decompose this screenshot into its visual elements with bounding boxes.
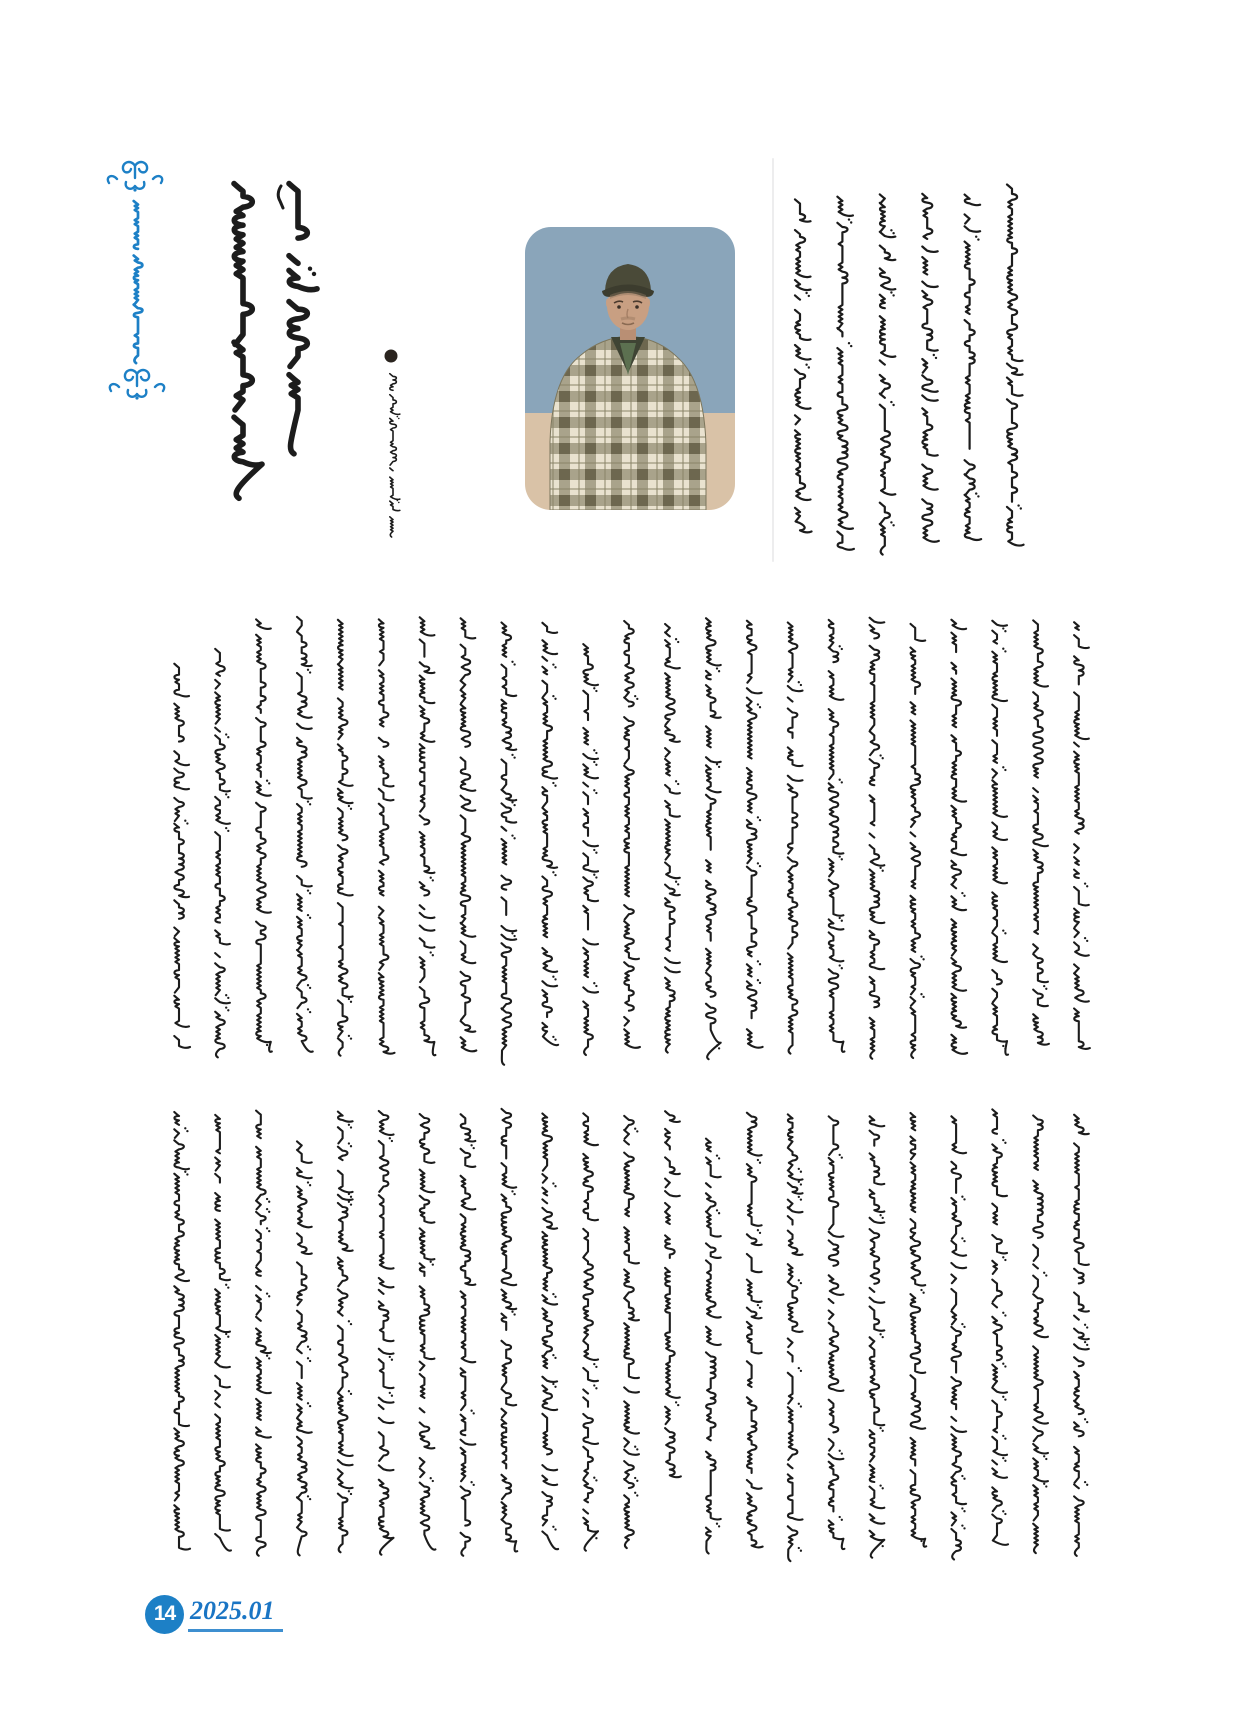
issue-underline bbox=[188, 1629, 283, 1632]
masthead-ornament-bottom-icon bbox=[110, 370, 164, 400]
byline bbox=[385, 350, 400, 538]
issue-label: 2025.01 bbox=[190, 1596, 275, 1625]
body-text-band-2 bbox=[174, 1109, 1089, 1561]
intro-box-text bbox=[795, 185, 1024, 555]
body-text-band-1 bbox=[174, 617, 1090, 1065]
issue-label-wrap bbox=[188, 1596, 279, 1632]
page-footer bbox=[145, 1592, 279, 1636]
page-number-badge: 14 bbox=[145, 1595, 184, 1634]
article-title bbox=[234, 184, 317, 499]
masthead-ornament-top-icon bbox=[108, 162, 162, 192]
masthead-section-label bbox=[134, 201, 143, 363]
